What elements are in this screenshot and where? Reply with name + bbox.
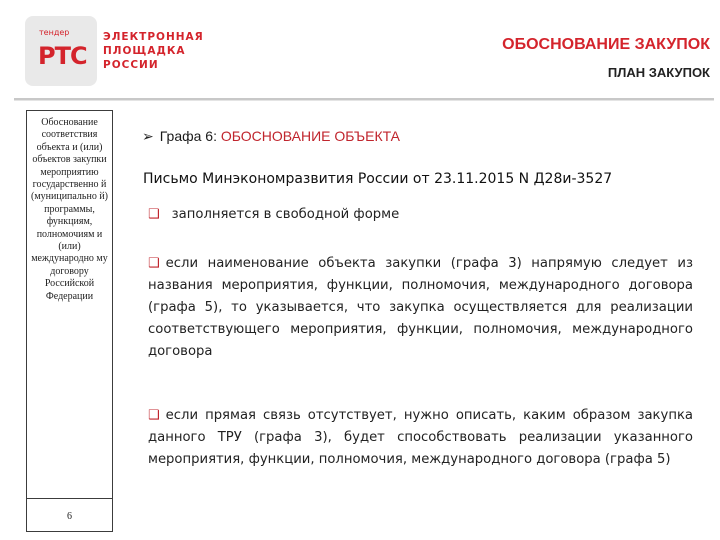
bullet-item bbox=[148, 207, 708, 222]
bullet-text: если прямая связь отсутствует, нужно описать, каким образом закупка данного ТРУ (графа 3), будет способствовать реализации указанного мероприятия, функции, полномочия, международного договора (графа 5) bbox=[148, 408, 693, 467]
page-title: ОБОСНОВАНИЕ ЗАКУПОК bbox=[502, 36, 710, 53]
bullet-text: заполняется в свободной форме bbox=[171, 207, 400, 222]
bullet-text: если наименование объекта закупки (графа 3) напрямую следует из названия мероприятия, функции, полномочия, международного договора (графа 5), то указывается, что закупка осуществляется для реализации соответствующего мероприятия, функции, полномочия, международного договора bbox=[148, 256, 693, 359]
logo-line-2: ПЛОЩАДКА bbox=[103, 45, 186, 57]
arrow-bullet-icon: ➢ bbox=[142, 128, 154, 144]
logo bbox=[25, 16, 97, 86]
column-heading-text: Обоснование соответствия объекта и (или) объектов закупки мероприятию государственно й (муниципально й) программы, функциям, полномочиям и (или) международно му договору Российской Федерации bbox=[30, 117, 109, 302]
section-prefix: Графа 6: bbox=[159, 128, 217, 144]
logo-caption bbox=[103, 30, 204, 72]
column-separator bbox=[27, 498, 112, 499]
checkbox-bullet-icon: ❑ bbox=[148, 207, 160, 222]
checkbox-bullet-icon: ❑ bbox=[148, 256, 160, 271]
bullet-item bbox=[148, 253, 693, 363]
section-heading bbox=[142, 128, 400, 145]
logo-main-text: РТС bbox=[38, 42, 87, 70]
page-subtitle: ПЛАН ЗАКУПОК bbox=[607, 65, 710, 80]
logo-small-text: тендер bbox=[39, 28, 70, 37]
header-divider-shadow bbox=[14, 100, 714, 101]
section-title: ОБОСНОВАНИЕ ОБЪЕКТА bbox=[220, 128, 401, 144]
bullet-item bbox=[148, 405, 693, 471]
checkbox-bullet-icon: ❑ bbox=[148, 408, 160, 423]
reference-letter: Письмо Минэкономразвития России от 23.11.2015 N Д28и-3527 bbox=[143, 171, 613, 187]
form-column-excerpt bbox=[26, 110, 113, 532]
column-number: 6 bbox=[67, 511, 72, 522]
logo-line-3: РОССИИ bbox=[103, 59, 159, 71]
logo-line-1: ЭЛЕКТРОННАЯ bbox=[103, 31, 204, 43]
